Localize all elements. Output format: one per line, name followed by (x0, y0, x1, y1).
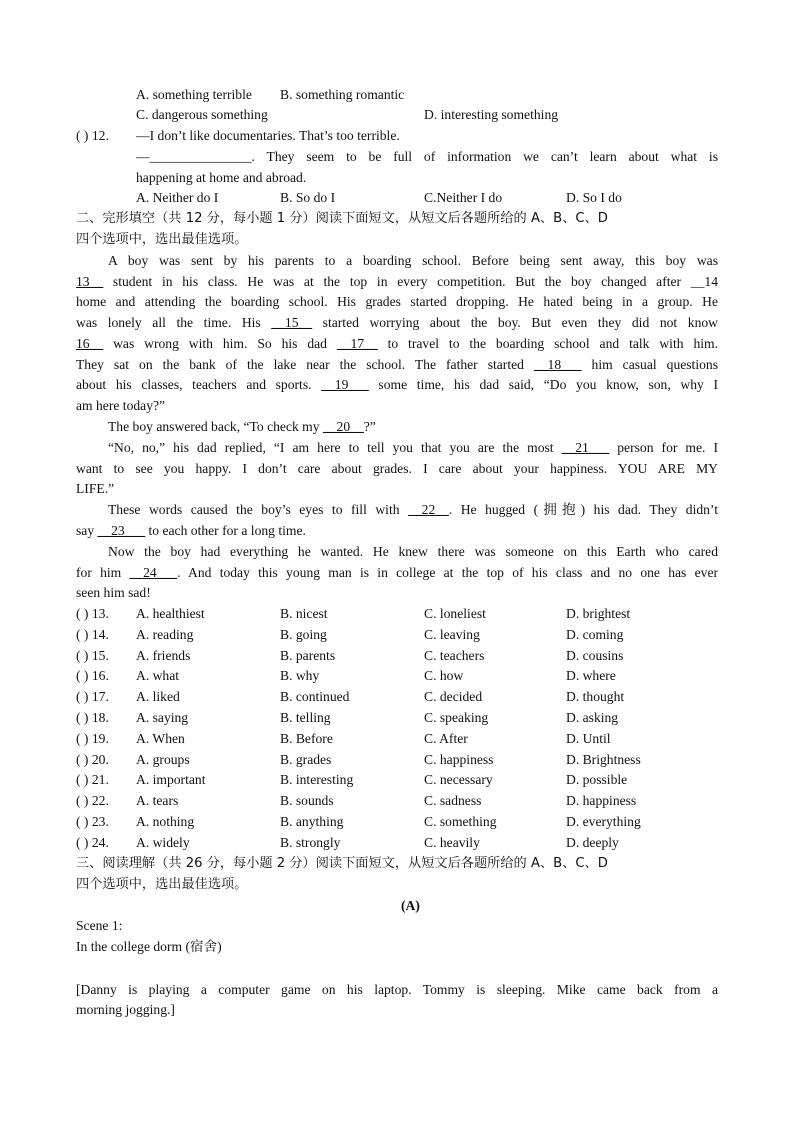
q12-response-text: . They seem to be full of information we can’t learn about what is (251, 149, 718, 164)
question-number: ( ) 15. (76, 647, 109, 663)
passage-text: person for me. I (609, 440, 718, 455)
passage-text: want to see you happy. I don’t care about grades. I care about your happiness. YOU ARE MY (76, 461, 718, 476)
option-c[interactable]: C. leaving (424, 626, 480, 642)
passage-line-14 (76, 524, 306, 538)
question-number: ( ) 14. (76, 626, 109, 642)
option-c[interactable]: C. how (424, 668, 464, 684)
blank-17[interactable]: __17__ (336, 336, 378, 351)
scene-label: Scene 1: (76, 918, 123, 933)
passage-line-17 (76, 586, 151, 600)
option-d[interactable]: D. asking (566, 710, 619, 725)
passage-text: A boy was sent by his parents to a boarding school. Before being sent away, this boy was (108, 253, 718, 268)
passage-line-4 (76, 316, 718, 330)
q12-option-d: D. So I do (566, 190, 622, 205)
section3-instruction: 三、阅读理解（共 26 分，每小题 2 分）阅读下面短文，从短文后各题所给的 A、B、C、D (76, 856, 608, 871)
blank-18[interactable]: __18___ (533, 357, 582, 372)
stage-direction-cont: morning jogging.] (76, 1002, 175, 1017)
question-number: ( ) 18. (76, 710, 109, 725)
option-a[interactable]: A. what (136, 668, 180, 684)
option-a[interactable]: A. groups (136, 751, 190, 767)
q12-number: ( ) 12. (76, 128, 109, 143)
passage-text: These words caused the boy’s eyes to fill with (108, 502, 409, 517)
passage-text: Now the boy had everything he wanted. He knew there was someone on this Earth who cared (108, 544, 718, 559)
question-number: ( ) 17. (76, 689, 109, 705)
option-b[interactable]: B. anything (280, 814, 344, 829)
scene-location: In the college dorm (宿舍) (76, 939, 222, 954)
q12-option-a: A. Neither do I (136, 190, 219, 205)
option-a[interactable]: A. healthiest (136, 606, 205, 621)
option-c[interactable]: C. After (424, 730, 468, 746)
passage-line-5 (76, 337, 718, 351)
passage-text: seen him sad! (76, 585, 151, 600)
option-b[interactable]: B. why (280, 668, 320, 684)
question-number: ( ) 24. (76, 834, 109, 850)
passage-line-13 (108, 503, 718, 517)
blank-20[interactable]: __20__ (322, 419, 364, 434)
option-a[interactable]: A. widely (136, 834, 190, 850)
passage-text: ?” (363, 419, 376, 434)
section3-instruction-cont: 四个选项中，选出最佳选项。 (76, 877, 248, 892)
passage-text: him casual questions (581, 357, 718, 372)
passage-line-3 (76, 295, 718, 309)
passage-line-7 (76, 378, 718, 392)
q12-answer-blank[interactable]: _______________ (149, 149, 252, 164)
option-a[interactable]: A. important (136, 772, 206, 788)
blank-22[interactable]: __22__ (408, 502, 449, 517)
option-a[interactable]: A. friends (136, 647, 191, 663)
passage-text: for him (76, 565, 130, 580)
q11-option-b: B. something romantic (280, 87, 405, 102)
passage-text: started worrying about the boy. But even they did not know (312, 315, 718, 330)
passage-text: say (76, 523, 98, 538)
passage-line-10 (108, 441, 718, 455)
passage-line-11 (76, 462, 718, 476)
section2-instruction-cont: 四个选项中，选出最佳选项。 (76, 232, 248, 247)
q12-option-c: C.Neither I do (424, 190, 503, 205)
option-b[interactable]: B. going (280, 626, 327, 642)
option-b[interactable]: B. Before (280, 730, 333, 746)
option-a[interactable]: A. liked (136, 689, 180, 705)
q11-option-d: D. interesting something (424, 107, 559, 122)
passage-text: was wrong with him. So his dad (103, 336, 337, 351)
option-c[interactable]: C. teachers (424, 647, 485, 663)
blank-15[interactable]: __15__ (271, 315, 313, 330)
blank-19[interactable]: __19___ (321, 377, 369, 392)
question-number: ( ) 19. (76, 730, 109, 746)
q12-dash: — (136, 149, 150, 164)
option-b[interactable]: B. telling (280, 710, 331, 725)
passage-line-12 (76, 482, 114, 496)
option-d[interactable]: D. deeply (566, 834, 619, 850)
option-c[interactable]: C. happiness (424, 751, 494, 767)
question-number: ( ) 16. (76, 668, 109, 684)
passage-text: to each other for a long time. (145, 523, 306, 538)
option-b[interactable]: B. strongly (280, 834, 341, 850)
q12-response-line (136, 150, 718, 164)
passage-line-15 (108, 545, 718, 559)
question-number: ( ) 22. (76, 793, 109, 809)
passage-text: The boy answered back, “To check my (108, 419, 323, 434)
stage-direction-text: [Danny is playing a computer game on his laptop. Tommy is sleeping. Mike came back from a (76, 982, 718, 997)
q12-option-b: B. So do I (280, 190, 336, 205)
passage-text: about his classes, teachers and sports. (76, 377, 322, 392)
option-b[interactable]: B. continued (280, 689, 350, 705)
option-c[interactable]: C. loneliest (424, 606, 486, 621)
blank-16[interactable]: 16__ (76, 336, 104, 351)
option-b[interactable]: B. nicest (280, 606, 328, 621)
option-b[interactable]: B. parents (280, 647, 336, 663)
passage-line-16 (76, 566, 718, 580)
q12-response-cont: happening at home and abroad. (136, 170, 307, 185)
passage-heading: (A) (401, 898, 420, 913)
option-d[interactable]: D. thought (566, 689, 625, 705)
option-c[interactable]: C. necessary (424, 772, 493, 788)
stage-direction (76, 983, 718, 997)
passage-text: “No, no,” his dad replied, “I am here to tell you that you are the most (108, 440, 562, 455)
option-d[interactable]: D. coming (566, 626, 624, 642)
option-d[interactable]: D. where (566, 668, 616, 684)
option-a[interactable]: A. tears (136, 793, 179, 809)
option-a[interactable]: A. When (136, 730, 185, 746)
option-b[interactable]: B. grades (280, 751, 332, 767)
option-a[interactable]: A. reading (136, 626, 194, 642)
option-d[interactable]: D. Brightness (566, 751, 641, 767)
passage-text: LIFE.” (76, 481, 115, 496)
option-d[interactable]: D. happiness (566, 793, 637, 809)
passage-line-9 (108, 420, 376, 434)
passage-text: They sat on the bank of the lake near the school. The father started (76, 357, 534, 372)
passage-text: to travel to the boarding school and talk with him. (377, 336, 718, 351)
passage-text: home and attending the boarding school. His grades started dropping. He hated being in a group. He (76, 294, 718, 309)
blank-23[interactable]: __23___ (97, 523, 146, 538)
passage-line-1 (108, 254, 718, 268)
question-number: ( ) 23. (76, 814, 109, 829)
option-d[interactable]: D. Until (566, 730, 611, 746)
option-d[interactable]: D. cousins (566, 647, 624, 663)
blank-24[interactable]: __24___ (129, 565, 178, 580)
q11-option-a: A. something terrible (136, 87, 252, 102)
question-number: ( ) 13. (76, 606, 109, 621)
option-d[interactable]: D. brightest (566, 606, 631, 621)
option-c[interactable]: C. sadness (424, 793, 482, 809)
passage-text: . And today this young man is in college at the top of his class and no one has ever (177, 565, 719, 580)
blank-21[interactable]: __21___ (561, 440, 610, 455)
passage-line-2 (76, 275, 718, 289)
option-c[interactable]: C. heavily (424, 834, 480, 850)
passage-line-8 (76, 399, 165, 413)
passage-text: . He hugged (拥抱) his dad. They didn’t (448, 502, 718, 517)
option-d[interactable]: D. everything (566, 814, 641, 829)
option-a[interactable]: A. saying (136, 710, 189, 725)
option-c[interactable]: C. something (424, 814, 497, 829)
question-number: ( ) 20. (76, 751, 109, 767)
passage-line-6 (76, 358, 718, 372)
passage-text: some time, his dad said, “Do you know, son, why I (368, 377, 719, 392)
passage-text: student in his class. He was at the top in every competition. But the boy changed after __14 (103, 274, 718, 289)
question-number: ( ) 21. (76, 772, 109, 788)
option-a[interactable]: A. nothing (136, 814, 195, 829)
blank-13[interactable]: 13__ (76, 274, 104, 289)
q12-dialogue-line: —I don’t like documentaries. That’s too terrible. (136, 128, 400, 143)
option-b[interactable]: B. interesting (280, 772, 354, 788)
passage-text: am here today?” (76, 398, 166, 413)
option-c[interactable]: C. speaking (424, 710, 489, 725)
q11-option-c: C. dangerous something (136, 107, 268, 122)
section2-instruction: 二、完形填空（共 12 分，每小题 1 分）阅读下面短文，从短文后各题所给的 A、B、C、D (76, 211, 608, 226)
option-c[interactable]: C. decided (424, 689, 483, 705)
option-d[interactable]: D. possible (566, 772, 628, 788)
option-b[interactable]: B. sounds (280, 793, 334, 809)
passage-text: was lonely all the time. His (76, 315, 272, 330)
